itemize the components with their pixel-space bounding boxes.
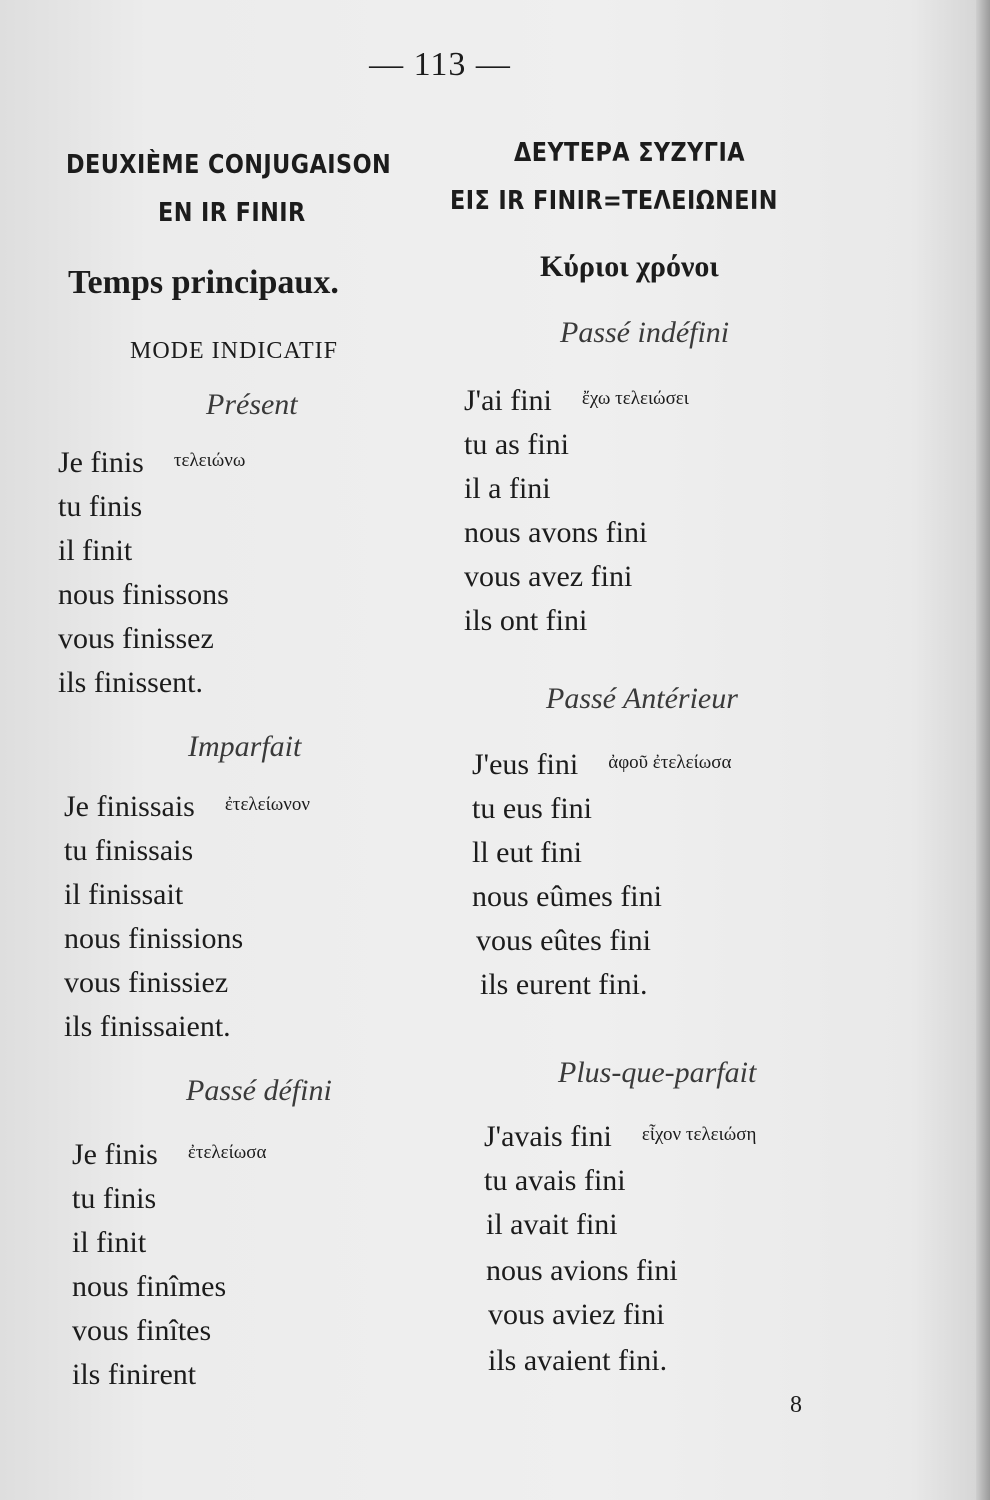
conj-line: vous aviez fini: [488, 1298, 665, 1331]
greek-translation: ἔχω τελειώσει: [581, 388, 689, 409]
conj-line: tu eus fini: [472, 792, 592, 825]
tense-passe-defini-title: Passé défini: [186, 1074, 332, 1107]
conj-line: nous avons fini: [464, 516, 648, 549]
left-section-title: Temps principaux.: [68, 264, 339, 301]
conj-line: tu finis: [58, 490, 143, 523]
greek-translation: ἐτελείωσα: [187, 1142, 267, 1163]
left-heading-ending: EN IR FINIR: [158, 198, 306, 228]
right-heading-ending: ΕΙΣ IR FINIR=ΤΕΛΕΙΩΝΕΙΝ: [450, 186, 778, 216]
conj-line: vous finissiez: [64, 966, 229, 999]
conj-line: vous avez fini: [464, 560, 633, 593]
conj-line: il finit: [72, 1226, 147, 1259]
conj-line: tu finis: [72, 1182, 157, 1215]
greek-translation: εἶχον τελειώση: [641, 1124, 757, 1145]
left-heading-conjugation: DEUXIÈME CONJUGAISON: [66, 150, 392, 180]
conj-line: ll eut fini: [472, 836, 582, 869]
conj-line: il finissait: [64, 878, 184, 911]
tense-plus-que-parfait-title: Plus-que-parfait: [558, 1056, 757, 1089]
conj-line: vous eûtes fini: [476, 924, 651, 957]
footer-page-number: 8: [790, 1392, 802, 1418]
greek-translation: τελειώνω: [173, 450, 246, 471]
conj-line: ils eurent fini.: [480, 968, 648, 1001]
mode-indicatif: MODE INDICATIF: [130, 338, 338, 364]
page-edge: [976, 0, 990, 1500]
conj-line: nous finissions: [64, 922, 244, 955]
conj-line: tu as fini: [464, 428, 569, 461]
tense-imparfait-title: Imparfait: [188, 730, 302, 763]
conj-line: Je finis $^{\tau\varepsilon\lambda\varepsilon\iota ώ\nu\omega}$: [58, 446, 246, 479]
conj-line: il avait fini: [486, 1208, 618, 1241]
greek-translation: ἀφοῦ ἐτελείωσα: [608, 752, 732, 773]
right-heading-conjugation: ΔΕΥΤΕΡΑ ΣΥΖΥΓΙΑ: [514, 138, 745, 168]
conj-line: J'avais fini $^{\varepsilon ἶ\chi o\nu \tau\varepsilon\lambda\varepsilon\iota ώ\sigma\eta}$: [484, 1120, 757, 1153]
greek-translation: ἐτελείωνον: [224, 794, 310, 815]
conj-line: nous finîmes: [72, 1270, 227, 1303]
conj-line: ils ont fini: [464, 604, 588, 637]
conj-line: tu avais fini: [484, 1164, 626, 1197]
conj-line: ils finissent.: [58, 666, 204, 699]
conj-line: J'ai fini $^{ἔ\chi\omega \tau\varepsilon\lambda\varepsilon\iota ώ\sigma\varepsilon\iota}$: [464, 384, 689, 417]
tense-present-title: Présent: [206, 388, 298, 421]
conj-line: J'eus fini $^{ἀ\varphi oῦ ἐ\tau\varepsilon\lambda\varepsilon ί\omega\sigma\alpha}$: [472, 748, 732, 781]
conj-line: ils finirent: [72, 1358, 197, 1391]
conj-line: il finit: [58, 534, 133, 567]
tense-passe-anterieur-title: Passé Antérieur: [546, 682, 738, 715]
conj-line: nous finissons: [58, 578, 229, 611]
conj-line: nous eûmes fini: [472, 880, 662, 913]
conj-line: vous finîtes: [72, 1314, 212, 1347]
page-number: — 113 —: [369, 46, 511, 83]
tense-passe-indefini-title: Passé indéfini: [560, 316, 730, 349]
right-section-title: Κύριοι χρόνοι: [540, 250, 719, 283]
conj-line: tu finissais: [64, 834, 194, 867]
conj-line: ils avaient fini.: [488, 1344, 668, 1377]
conj-line: ils finissaient.: [64, 1010, 231, 1043]
conj-line: Je finis $^{ἐ\tau\varepsilon\lambda\varepsilon ί\omega\sigma\alpha}$: [72, 1138, 267, 1171]
conj-line: Je finissais $^{ἐ\tau\varepsilon\lambda\varepsilon ί\omega\nu o\nu}$: [64, 790, 310, 823]
conj-line: il a fini: [464, 472, 551, 505]
conj-line: nous avions fini: [486, 1254, 678, 1287]
conj-line: vous finissez: [58, 622, 214, 655]
